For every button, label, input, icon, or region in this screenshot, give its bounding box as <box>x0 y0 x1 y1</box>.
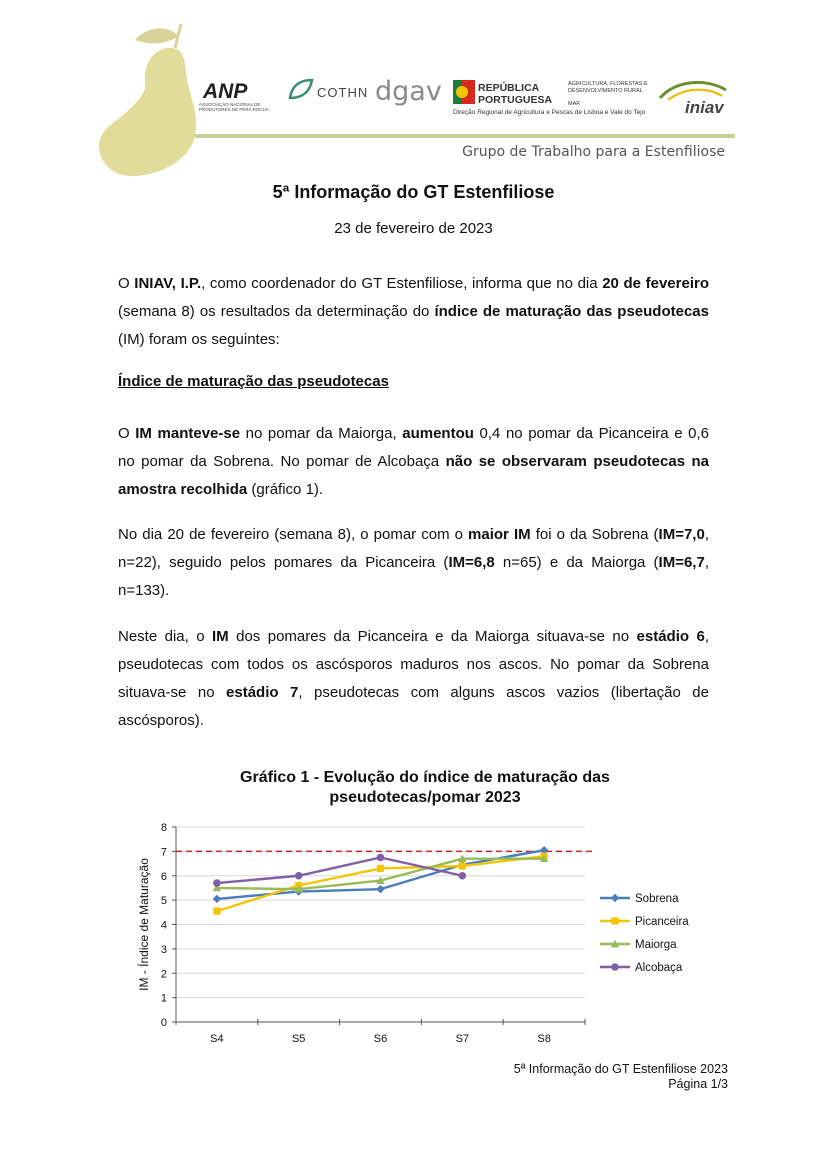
banner-stripe <box>195 134 735 138</box>
footer-document-name: 5ª Informação do GT Estenfiliose 2023 <box>513 1062 728 1076</box>
y-tick-label: 1 <box>160 992 167 1005</box>
text-run: foi o da Sobrena ( <box>530 526 659 543</box>
bold-text-run: estádio 6 <box>636 628 705 645</box>
x-tick-label: S5 <box>291 1033 306 1045</box>
dgav-logo: dgav <box>375 76 442 107</box>
banner-subtitle: Grupo de Trabalho para a Estenfiliose <box>462 144 725 160</box>
data-point-alcobaça <box>295 872 303 880</box>
text-run: , pseudotecas com todos os ascósporos maduros nos ascos. No pomar da Sobrena situava-se no <box>118 628 709 701</box>
chart-title: Gráfico 1 - Evolução do índice de maturação das pseudotecas/pomar 2023 <box>240 769 610 806</box>
legend-marker-picanceira <box>611 917 618 924</box>
bold-text-run: IM=6,7 <box>658 554 705 571</box>
y-axis-label: IM - Índice de Maturação <box>137 858 151 991</box>
bold-text-run: IM=6,8 <box>448 554 495 571</box>
iniav-logo: iniav <box>685 98 724 117</box>
y-tick-label: 4 <box>160 919 167 932</box>
header-banner <box>95 18 735 178</box>
legend-label-sobrena: Sobrena <box>635 893 679 905</box>
y-tick-label: 2 <box>160 968 167 981</box>
y-tick-label: 3 <box>160 943 167 956</box>
text-run: , como coordenador do GT Estenfiliose, informa que no dia <box>201 275 603 292</box>
text-run: No dia 20 de fevereiro (semana 8), o pomar com o <box>118 526 469 543</box>
data-point-sobrena <box>376 885 384 893</box>
data-point-picanceira <box>213 907 220 914</box>
republica-portuguesa-logo: REPÚBLICA PORTUGUESA <box>478 82 553 106</box>
drap-lvt-text: Direção Regional de Agricultura e Pescas de Lisboa e Vale do Tejo <box>453 109 646 116</box>
text-run: n=65) e da Maiorga ( <box>494 554 659 571</box>
agricultura-text: AGRICULTURA, FLORESTAS E DESENVOLVIMENTO RURAL <box>568 81 648 94</box>
legend-marker-sobrena <box>611 894 619 902</box>
bold-text-run: INIAV, I.P. <box>134 275 202 292</box>
text-run: dos pomares da Picanceira e da Maiorga situava-se no <box>228 628 637 645</box>
data-point-alcobaça <box>213 879 221 887</box>
cothn-logo: COTHN <box>317 85 369 100</box>
text-run: , n=22), seguido pelos pomares da Picanceira ( <box>118 526 709 571</box>
text-run: , pseudotecas com alguns ascos vazios (libertação de ascósporos). <box>118 684 709 729</box>
y-tick-label: 6 <box>160 870 167 883</box>
y-tick-label: 7 <box>160 846 167 859</box>
bold-text-run: maior IM <box>468 526 531 543</box>
bold-text-run: estádio 7 <box>226 684 299 701</box>
legend-label-maiorga: Maiorga <box>635 939 677 951</box>
x-tick-label: S4 <box>210 1033 224 1045</box>
paragraph-intro <box>118 270 709 354</box>
bold-text-run: 20 de fevereiro <box>602 275 709 292</box>
bold-text-run: IM manteve-se <box>135 425 241 442</box>
paragraph-highest-im <box>118 521 709 605</box>
text-run: Neste dia, o <box>118 628 213 645</box>
data-point-alcobaça <box>459 872 467 880</box>
mar-text: MAR <box>568 101 581 107</box>
chart-im-evolution <box>130 768 730 1048</box>
text-run: , n=133). <box>118 554 709 599</box>
text-run: (gráfico 1). <box>247 481 324 498</box>
section-heading: Índice de maturação das pseudotecas <box>118 373 389 390</box>
republica-coat-of-arms-icon <box>453 80 475 104</box>
chart-svg <box>130 768 730 1058</box>
data-point-picanceira <box>377 865 384 872</box>
data-point-sobrena <box>213 895 221 903</box>
x-tick-label: S6 <box>373 1033 388 1045</box>
data-point-picanceira <box>459 862 466 869</box>
x-tick-label: S7 <box>455 1033 470 1045</box>
text-run: (IM) foram os seguintes: <box>118 331 280 348</box>
paragraph-im-changes <box>118 420 709 504</box>
text-run: no pomar da Maiorga, <box>240 425 403 442</box>
document-title: 5ª Informação do GT Estenfiliose <box>272 182 555 202</box>
page-footer <box>514 1062 728 1092</box>
paragraph-stages <box>118 623 709 735</box>
cothn-leaf-icon <box>288 78 314 100</box>
anp-logo-subtitle: ASSOCIAÇÃO NACIONAL DE PRODUTORES DE PERA ROCHA <box>199 102 269 112</box>
bold-text-run: índice de maturação das pseudotecas <box>434 303 709 320</box>
legend-label-picanceira: Picanceira <box>635 916 689 928</box>
legend-label-alcobaça: Alcobaça <box>635 962 683 974</box>
y-tick-label: 0 <box>160 1017 167 1029</box>
y-tick-label: 8 <box>160 822 167 834</box>
anp-logo: ANP <box>203 80 248 103</box>
text-run: (semana 8) os resultados da determinação do <box>118 303 435 320</box>
bold-text-run: aumentou <box>402 425 474 442</box>
series-line-alcobaça <box>217 857 462 883</box>
y-tick-label: 5 <box>160 895 167 908</box>
text-run: O <box>118 275 135 292</box>
legend-marker-alcobaça <box>611 963 619 971</box>
document-date: 23 de fevereiro de 2023 <box>334 220 493 237</box>
x-tick-label: S8 <box>537 1033 551 1045</box>
data-point-alcobaça <box>377 854 385 862</box>
bold-text-run: não se observaram pseudotecas na amostra recolhida <box>118 453 709 498</box>
text-run: O <box>118 425 136 442</box>
bold-text-run: IM <box>212 628 229 645</box>
bold-text-run: IM=7,0 <box>658 526 705 543</box>
footer-page-number: Página 1/3 <box>668 1077 728 1091</box>
text-run: 0,4 no pomar da Picanceira e 0,6 no pomar da Sobrena. No pomar de Alcobaça <box>118 425 709 470</box>
